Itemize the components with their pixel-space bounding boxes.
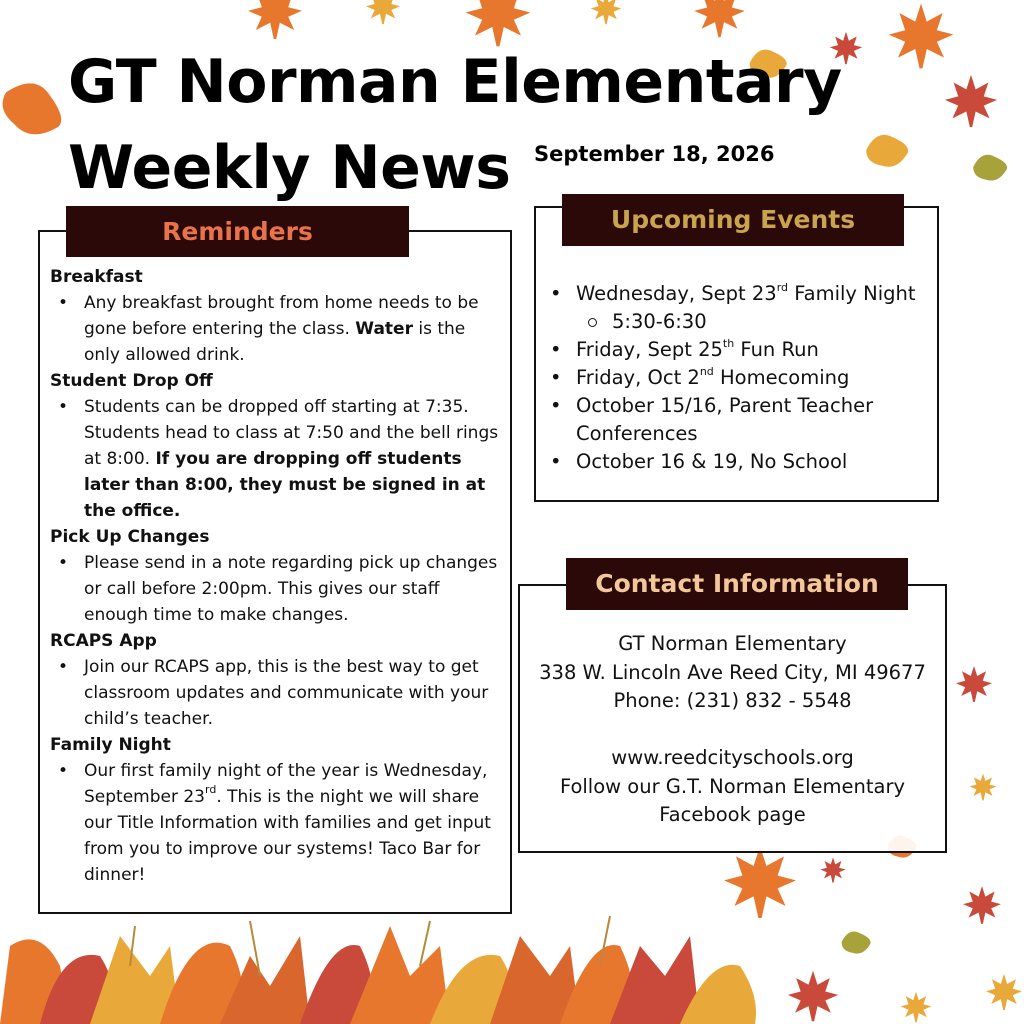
pickup-heading: Pick Up Changes <box>50 527 210 547</box>
breakfast-heading: Breakfast <box>50 267 143 287</box>
newsletter-title-line-2: Weekly News <box>68 133 511 203</box>
app-heading: RCAPS App <box>50 631 157 651</box>
maple-leaf-icon <box>230 0 320 42</box>
contact-address: 338 W. Lincoln Ave Reed City, MI 49677 <box>539 660 926 684</box>
event-subitem-list <box>576 308 931 336</box>
maple-leaf-icon <box>896 990 936 1024</box>
oak-leaf-icon <box>955 146 1024 188</box>
contact-website: www.reedcityschools.org <box>611 746 854 769</box>
oak-leaf-icon <box>836 924 876 960</box>
maple-leaf-icon <box>448 0 548 50</box>
newsletter-title-line-1: GT Norman Elementary <box>68 47 842 117</box>
maple-leaf-icon <box>575 0 637 26</box>
newsletter-date: September 18, 2026 <box>534 142 775 166</box>
reminders-panel <box>38 230 512 914</box>
dropoff-item: • Students can be dropped off starting at 7:35. Students head to class at 7:50 and the bell rings at 8:00. If you are dropping off students later than 8:00, they must be signed in at the office. <box>84 394 500 524</box>
maple-leaf-icon <box>818 856 848 884</box>
maple-leaf-icon <box>954 664 994 704</box>
contact-heading: Contact Information <box>566 558 908 610</box>
contact-phone: Phone: (231) 832 - 5548 <box>613 689 852 712</box>
oak-leaf-icon <box>0 68 72 148</box>
family-night-list <box>50 758 500 888</box>
dropoff-heading: Student Drop Off <box>50 371 213 391</box>
maple-leaf-icon <box>348 0 418 26</box>
dropoff-list <box>50 394 500 524</box>
oak-leaf-icon <box>858 124 916 176</box>
event-item: • October 16 & 19, No School <box>576 448 931 476</box>
events-panel <box>534 206 939 502</box>
app-item: • Join our RCAPS app, this is the best way to get classroom updates and communicate with your child’s teacher. <box>84 654 500 732</box>
maple-leaf-icon <box>768 968 858 1024</box>
contact-panel <box>518 584 947 853</box>
family-night-item: • Our first family night of the year is Wednesday, September 23rd. This is the night we will share our Title Information with families and get input from you to improve our systems! Taco Bar for dinner! <box>84 758 500 888</box>
contact-spacer <box>524 716 941 745</box>
event-time: 5:30-6:30 <box>612 308 931 336</box>
breakfast-list <box>50 290 500 368</box>
maple-leaf-icon <box>966 772 1000 802</box>
events-heading: Upcoming Events <box>562 194 904 246</box>
event-item: • Wednesday, Sept 23rd Family Night 5:30-6:30 <box>576 280 931 336</box>
breakfast-item: • Any breakfast brought from home needs to be gone before entering the class. Water is the only allowed drink. <box>84 290 500 368</box>
family-night-heading: Family Night <box>50 735 171 755</box>
maple-leaf-icon <box>672 0 767 40</box>
pickup-item: • Please send in a note regarding pick up changes or call before 2:00pm. This gives our staff enough time to make changes. <box>84 550 500 628</box>
autumn-leaves-border <box>0 906 770 1024</box>
pickup-list <box>50 550 500 628</box>
event-item: • October 15/16, Parent Teacher Conferences <box>576 392 931 448</box>
contact-school-name: GT Norman Elementary <box>618 632 847 655</box>
reminders-heading: Reminders <box>66 206 409 257</box>
contact-facebook: Follow our G.T. Norman Elementary Facebook page <box>559 774 906 826</box>
maple-leaf-icon <box>960 884 1004 926</box>
maple-leaf-icon <box>984 960 1024 1024</box>
app-list <box>50 654 500 732</box>
events-list <box>548 280 931 476</box>
event-item: • Friday, Oct 2nd Homecoming <box>576 364 931 392</box>
maple-leaf-icon <box>940 72 1002 130</box>
maple-leaf-icon <box>880 0 962 72</box>
event-item: • Friday, Sept 25th Fun Run <box>576 336 931 364</box>
